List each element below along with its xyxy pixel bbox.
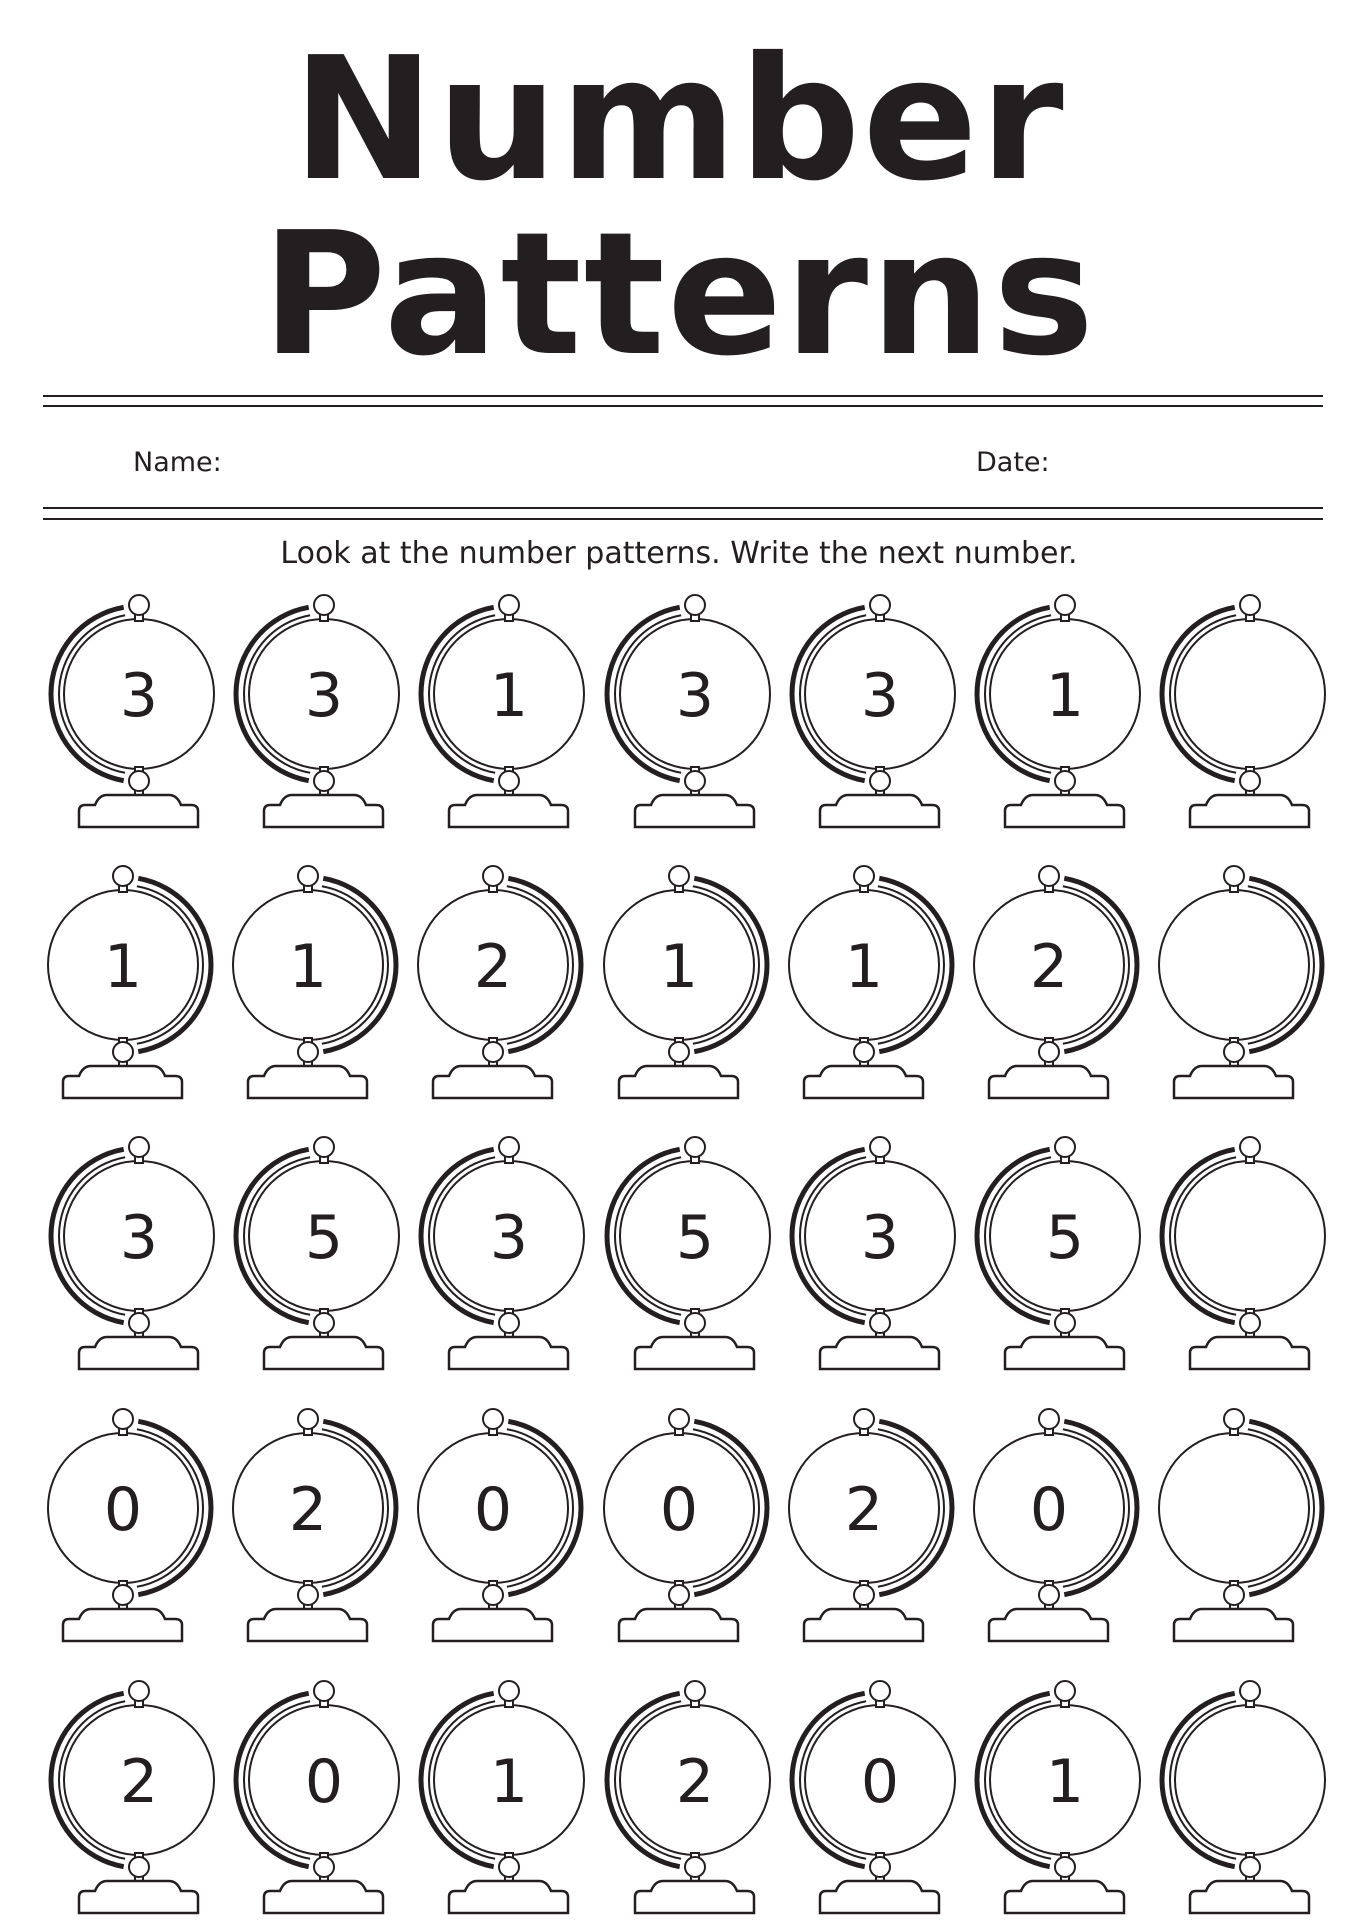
globe-circle xyxy=(1159,1433,1309,1583)
pattern-number: 2 xyxy=(1029,932,1069,1002)
globe-base xyxy=(264,795,383,827)
pattern-number: 0 xyxy=(860,1747,900,1817)
pattern-number: 1 xyxy=(489,1747,529,1817)
globe-top-knob xyxy=(129,1137,149,1157)
globe-top-knob xyxy=(483,866,503,886)
globe-base xyxy=(619,1066,738,1098)
globe-base xyxy=(63,1066,182,1098)
globe-bottom-knob xyxy=(870,771,890,791)
globe-base xyxy=(433,1066,552,1098)
globe-top-knob xyxy=(1240,595,1260,615)
globe-base xyxy=(804,1066,923,1098)
globe-bottom-knob xyxy=(1039,1585,1059,1605)
pattern-number: 5 xyxy=(304,1203,344,1273)
globe-bottom-knob xyxy=(685,771,705,791)
globe-bottom-knob xyxy=(314,771,334,791)
globe-bottom-knob xyxy=(854,1585,874,1605)
globe-base xyxy=(635,1881,754,1913)
globe-base xyxy=(1005,795,1124,827)
globe-top-knob xyxy=(499,1681,519,1701)
pattern-number: 1 xyxy=(288,932,328,1002)
globe-bottom-knob xyxy=(1224,1585,1244,1605)
globe xyxy=(421,1137,584,1369)
pattern-number: 0 xyxy=(473,1475,513,1545)
globe-base xyxy=(635,1337,754,1369)
pattern-number: 3 xyxy=(860,1203,900,1273)
globe-answer-blank[interactable] xyxy=(1159,1409,1322,1641)
globe-base xyxy=(619,1609,738,1641)
globe xyxy=(51,1681,214,1913)
pattern-number: 0 xyxy=(103,1475,143,1545)
globe xyxy=(418,1409,581,1641)
globe-top-knob xyxy=(1055,1681,1075,1701)
pattern-number: 1 xyxy=(844,932,884,1002)
globe-bottom-knob xyxy=(499,1857,519,1877)
pattern-number: 2 xyxy=(844,1475,884,1545)
globe-answer-blank[interactable] xyxy=(1159,866,1322,1098)
globe-top-knob xyxy=(1055,1137,1075,1157)
globe-base xyxy=(264,1337,383,1369)
globe-base xyxy=(989,1609,1108,1641)
globe-bottom-knob xyxy=(1240,1313,1260,1333)
pattern-number: 2 xyxy=(473,932,513,1002)
globe-bottom-knob xyxy=(298,1585,318,1605)
globe xyxy=(421,595,584,827)
globe xyxy=(51,1137,214,1369)
globe-base xyxy=(79,795,198,827)
globe xyxy=(604,1409,767,1641)
pattern-number: 1 xyxy=(103,932,143,1002)
globe-circle xyxy=(1175,1161,1325,1311)
globe-top-knob xyxy=(499,595,519,615)
pattern-number: 1 xyxy=(659,932,699,1002)
globe xyxy=(233,866,396,1098)
globe xyxy=(974,866,1137,1098)
globe xyxy=(607,595,770,827)
globe-top-knob xyxy=(129,1681,149,1701)
globe-base xyxy=(1190,1881,1309,1913)
title-line-2: Patterns xyxy=(261,196,1097,394)
pattern-number: 1 xyxy=(489,661,529,731)
globe-top-knob xyxy=(1039,1409,1059,1429)
globe xyxy=(607,1137,770,1369)
globe-bottom-knob xyxy=(854,1042,874,1062)
globe-top-knob xyxy=(483,1409,503,1429)
globe-top-knob xyxy=(1224,866,1244,886)
globe xyxy=(48,866,211,1098)
globe-base xyxy=(820,1337,939,1369)
pattern-number: 2 xyxy=(675,1747,715,1817)
globe-top-knob xyxy=(870,595,890,615)
globe xyxy=(236,1681,399,1913)
globe-top-knob xyxy=(499,1137,519,1157)
globe xyxy=(789,1409,952,1641)
globe xyxy=(792,1681,955,1913)
pattern-number: 1 xyxy=(1045,661,1085,731)
globe xyxy=(977,595,1140,827)
globe-top-knob xyxy=(669,866,689,886)
globe-base xyxy=(1174,1066,1293,1098)
globe-base xyxy=(79,1881,198,1913)
globe-top-knob xyxy=(1039,866,1059,886)
pattern-number: 3 xyxy=(860,661,900,731)
globe-bottom-knob xyxy=(669,1042,689,1062)
globe-top-knob xyxy=(870,1137,890,1157)
globe-base xyxy=(804,1609,923,1641)
globe-base xyxy=(63,1609,182,1641)
globe-base xyxy=(635,795,754,827)
globe-base xyxy=(989,1066,1108,1098)
globe-base xyxy=(248,1609,367,1641)
globe-base xyxy=(1190,795,1309,827)
pattern-number: 3 xyxy=(489,1203,529,1273)
globe-base xyxy=(248,1066,367,1098)
globe-top-knob xyxy=(298,1409,318,1429)
globe-top-knob xyxy=(1055,595,1075,615)
globe-bottom-knob xyxy=(314,1313,334,1333)
pattern-number: 0 xyxy=(1029,1475,1069,1545)
globe-top-knob xyxy=(1224,1409,1244,1429)
globe-circle xyxy=(1175,1705,1325,1855)
globe-base xyxy=(449,1337,568,1369)
globe-bottom-knob xyxy=(499,771,519,791)
pattern-number: 1 xyxy=(1045,1747,1085,1817)
globe-base xyxy=(1005,1881,1124,1913)
globe xyxy=(236,1137,399,1369)
globe-answer-blank[interactable] xyxy=(1162,595,1325,827)
globe-bottom-knob xyxy=(298,1042,318,1062)
globe-bottom-knob xyxy=(499,1313,519,1333)
globe-top-knob xyxy=(129,595,149,615)
globe xyxy=(792,1137,955,1369)
globe-top-knob xyxy=(1240,1137,1260,1157)
globe-top-knob xyxy=(685,1681,705,1701)
globe-bottom-knob xyxy=(1055,1313,1075,1333)
globe-bottom-knob xyxy=(1240,1857,1260,1877)
globe xyxy=(418,866,581,1098)
globe-bottom-knob xyxy=(1039,1042,1059,1062)
pattern-number: 3 xyxy=(119,1203,159,1273)
pattern-number: 2 xyxy=(119,1747,159,1817)
globe-base xyxy=(1190,1337,1309,1369)
pattern-number: 0 xyxy=(659,1475,699,1545)
pattern-number: 5 xyxy=(1045,1203,1085,1273)
globe-bottom-knob xyxy=(483,1042,503,1062)
globe xyxy=(233,1409,396,1641)
globe-top-knob xyxy=(685,1137,705,1157)
globe-bottom-knob xyxy=(685,1857,705,1877)
globe-circle xyxy=(1175,619,1325,769)
pattern-number: 2 xyxy=(288,1475,328,1545)
globe-top-knob xyxy=(314,595,334,615)
globe-top-knob xyxy=(854,1409,874,1429)
pattern-number: 3 xyxy=(304,661,344,731)
globe xyxy=(789,866,952,1098)
globe-circle xyxy=(1159,890,1309,1040)
globe-bottom-knob xyxy=(1224,1042,1244,1062)
globe xyxy=(236,595,399,827)
globe-bottom-knob xyxy=(1055,771,1075,791)
globe-bottom-knob xyxy=(129,1313,149,1333)
globe-top-knob xyxy=(314,1137,334,1157)
globe-top-knob xyxy=(669,1409,689,1429)
globe-top-knob xyxy=(113,1409,133,1429)
globe-bottom-knob xyxy=(870,1857,890,1877)
globe xyxy=(421,1681,584,1913)
globe-bottom-knob xyxy=(1055,1857,1075,1877)
globe xyxy=(51,595,214,827)
globe-base xyxy=(264,1881,383,1913)
pattern-number: 5 xyxy=(675,1203,715,1273)
title-line-1: Number xyxy=(292,21,1066,219)
globe-answer-blank[interactable] xyxy=(1162,1681,1325,1913)
globe xyxy=(974,1409,1137,1641)
globe-base xyxy=(1005,1337,1124,1369)
globe-top-knob xyxy=(113,866,133,886)
globe-bottom-knob xyxy=(870,1313,890,1333)
globe xyxy=(977,1681,1140,1913)
globe-bottom-knob xyxy=(685,1313,705,1333)
globe-bottom-knob xyxy=(669,1585,689,1605)
globe-top-knob xyxy=(298,866,318,886)
globe xyxy=(792,595,955,827)
globe-base xyxy=(433,1609,552,1641)
globe-bottom-knob xyxy=(483,1585,503,1605)
globe xyxy=(607,1681,770,1913)
globe-top-knob xyxy=(1240,1681,1260,1701)
globe xyxy=(48,1409,211,1641)
globe-bottom-knob xyxy=(113,1042,133,1062)
globe-bottom-knob xyxy=(113,1585,133,1605)
globe-top-knob xyxy=(870,1681,890,1701)
globe-bottom-knob xyxy=(1240,771,1260,791)
globe-bottom-knob xyxy=(129,1857,149,1877)
date-label: Date: xyxy=(976,447,1050,478)
globe-base xyxy=(449,1881,568,1913)
instruction: Look at the number patterns. Write the next number. xyxy=(280,536,1078,571)
globe-top-knob xyxy=(685,595,705,615)
globe-bottom-knob xyxy=(129,771,149,791)
globe-base xyxy=(820,795,939,827)
globe xyxy=(604,866,767,1098)
name-label: Name: xyxy=(133,447,222,478)
globe-bottom-knob xyxy=(314,1857,334,1877)
pattern-number: 3 xyxy=(119,661,159,731)
globe-top-knob xyxy=(314,1681,334,1701)
globe-base xyxy=(79,1337,198,1369)
globe-top-knob xyxy=(854,866,874,886)
pattern-number: 0 xyxy=(304,1747,344,1817)
globe-answer-blank[interactable] xyxy=(1162,1137,1325,1369)
pattern-number: 3 xyxy=(675,661,715,731)
globe-base xyxy=(820,1881,939,1913)
globe-base xyxy=(1174,1609,1293,1641)
globe xyxy=(977,1137,1140,1369)
globe-base xyxy=(449,795,568,827)
